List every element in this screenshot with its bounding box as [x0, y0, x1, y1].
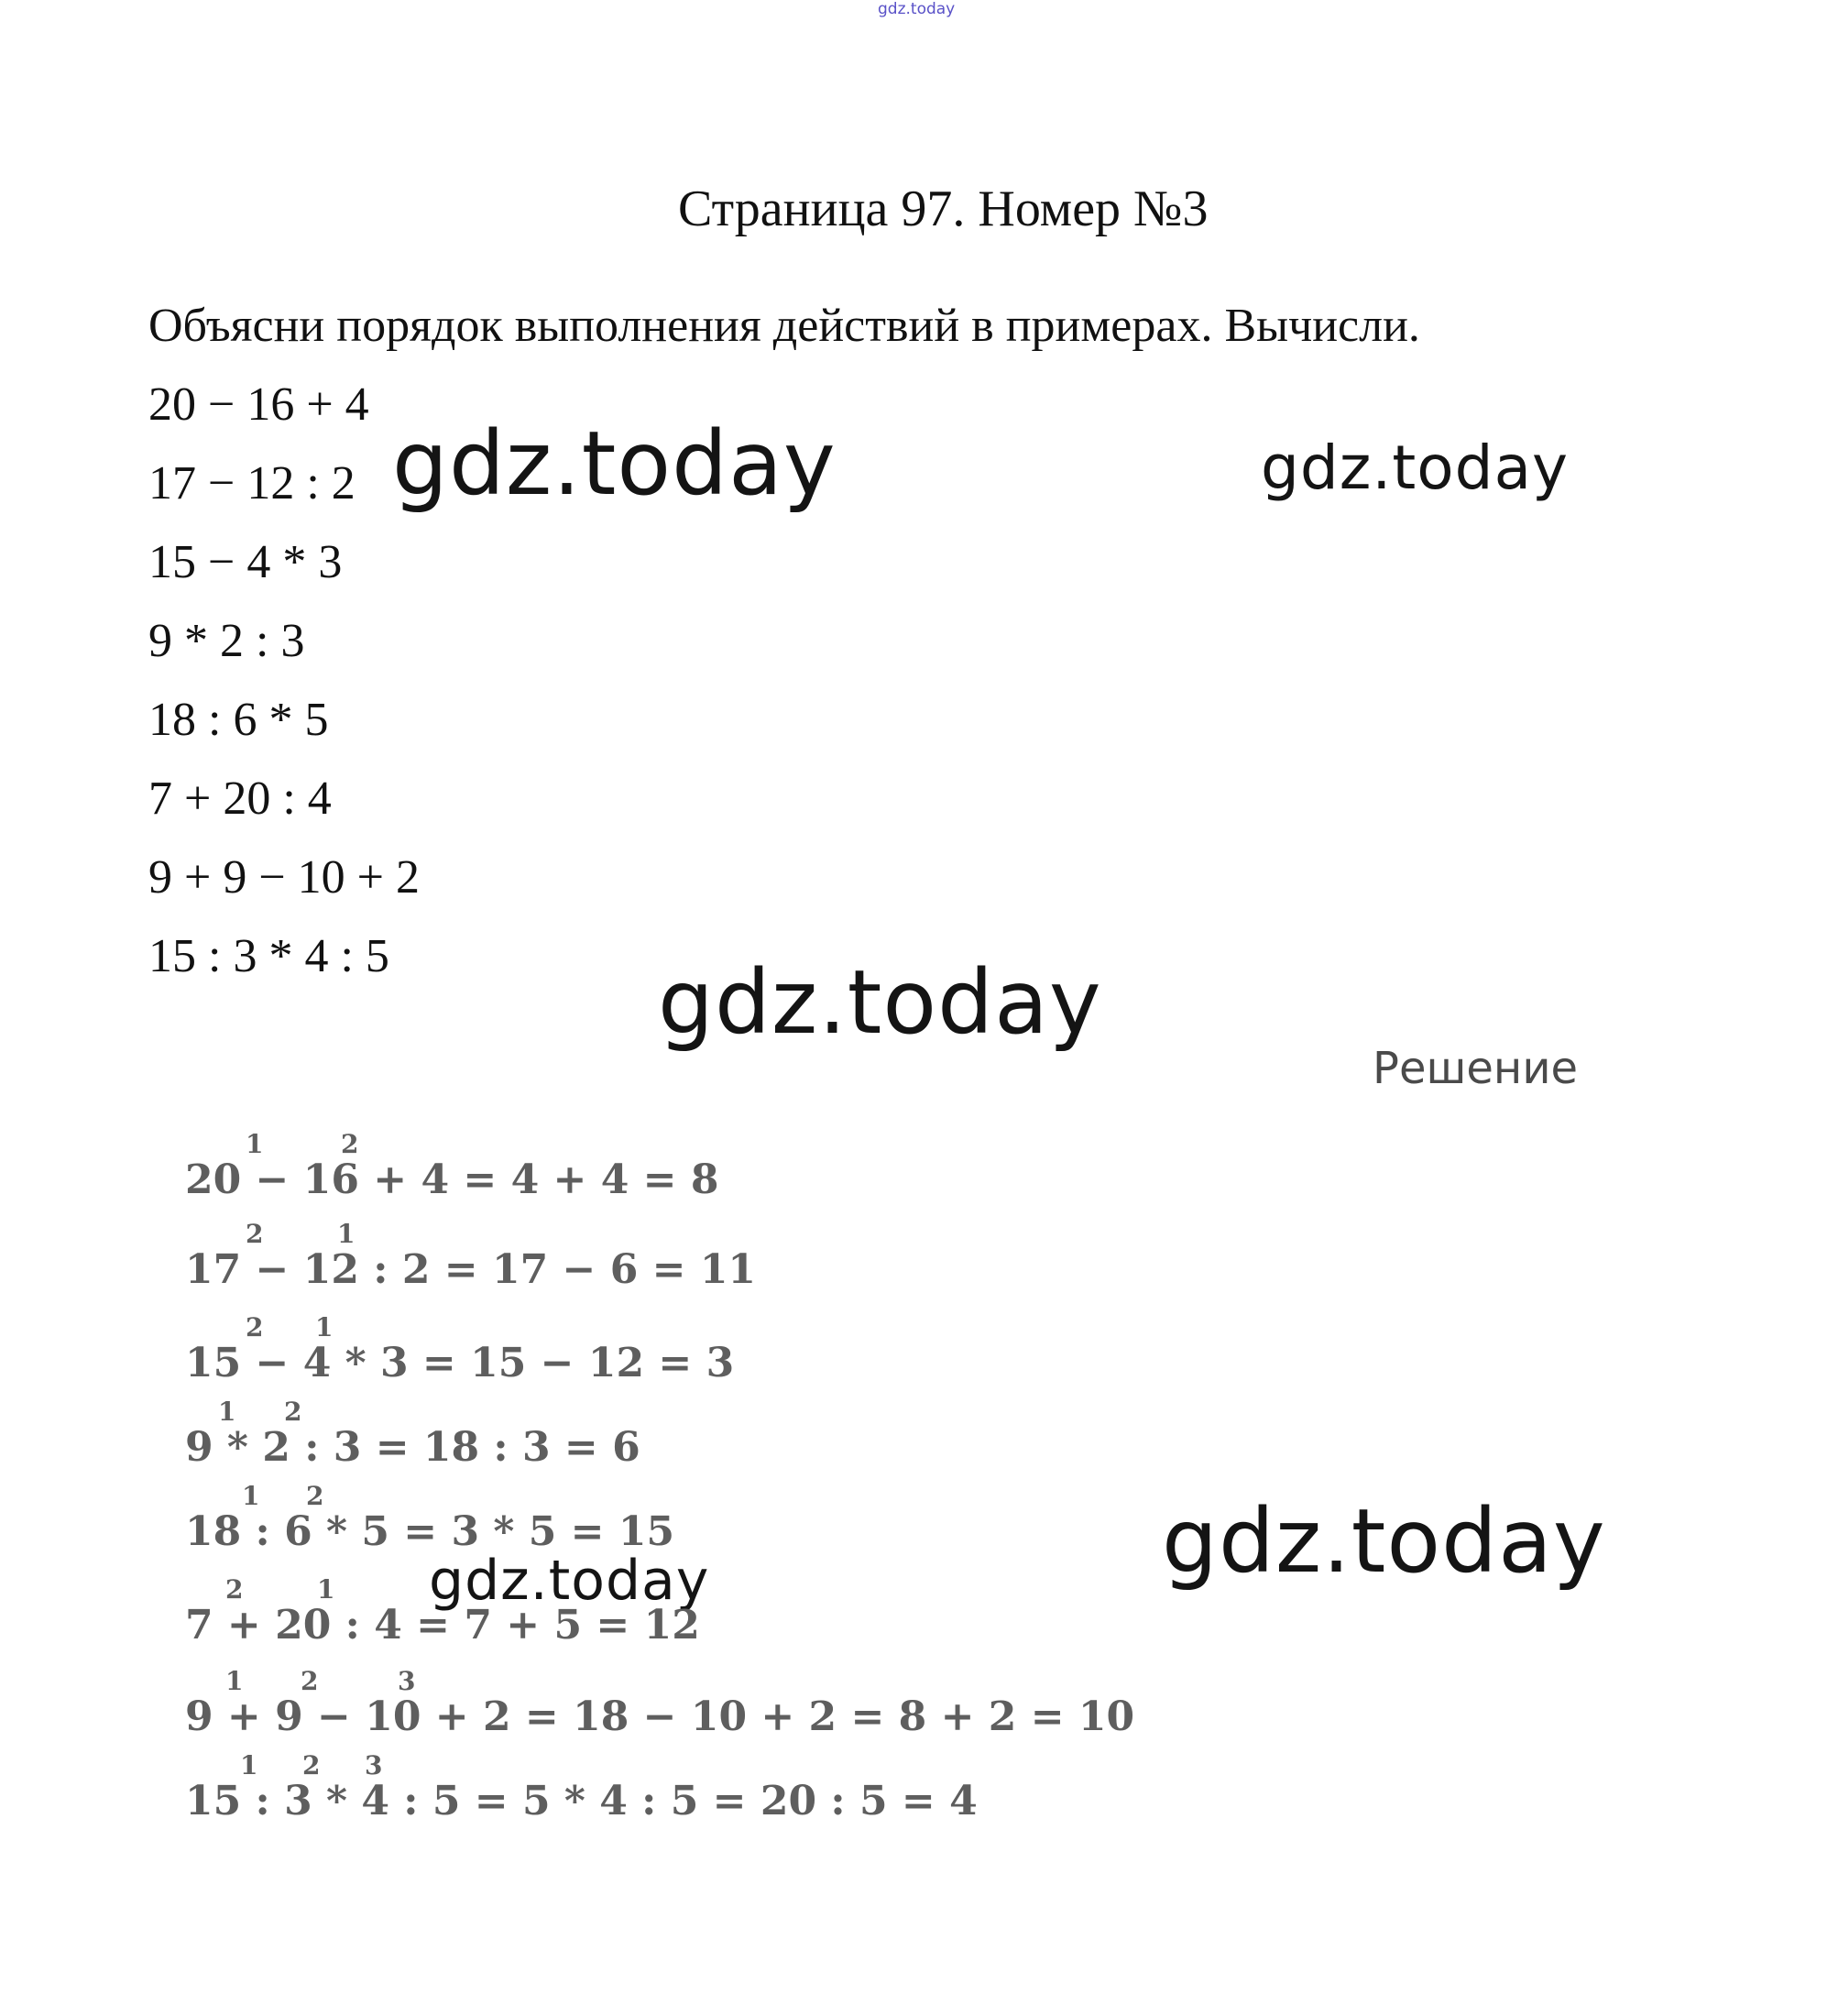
watermark-2: gdz.today [1261, 433, 1570, 503]
order-marker: 1 [218, 1397, 236, 1427]
order-marker: 1 [315, 1312, 334, 1342]
solution-1: 20 − 16 + 4 = 4 + 4 = 8 [185, 1156, 719, 1203]
order-marker: 1 [242, 1481, 260, 1511]
task-statement: Объясни порядок выполнения действий в примерах. Вычисли. [148, 300, 1420, 352]
watermark-4: gdz.today [1162, 1490, 1606, 1593]
top-watermark: gdz.today [878, 0, 956, 18]
order-marker: 3 [365, 1750, 383, 1780]
solution-5: 18 : 6 * 5 = 3 * 5 = 15 [185, 1508, 675, 1555]
order-marker: 1 [317, 1574, 335, 1605]
expression-5: 18 : 6 * 5 [148, 694, 329, 746]
order-marker: 3 [398, 1666, 416, 1696]
watermark-1: gdz.today [392, 412, 837, 515]
order-marker: 1 [337, 1219, 356, 1249]
solution-3: 15 − 4 * 3 = 15 − 12 = 3 [185, 1340, 735, 1386]
expression-7: 9 + 9 − 10 + 2 [148, 851, 420, 904]
watermark-3: gdz.today [658, 951, 1102, 1054]
order-marker: 2 [302, 1750, 321, 1780]
solution-4: 9 * 2 : 3 = 18 : 3 = 6 [185, 1424, 640, 1471]
order-marker: 2 [246, 1312, 264, 1342]
expression-2: 17 − 12 : 2 [148, 457, 356, 509]
order-marker: 2 [341, 1129, 359, 1159]
order-marker: 2 [284, 1397, 302, 1427]
solution-8: 15 : 3 * 4 : 5 = 5 * 4 : 5 = 20 : 5 = 4 [185, 1778, 978, 1824]
solution-heading: Решение [1373, 1043, 1579, 1094]
expression-1: 20 − 16 + 4 [148, 378, 369, 431]
expression-6: 7 + 20 : 4 [148, 772, 332, 825]
order-marker: 2 [301, 1666, 319, 1696]
solution-7: 9 + 9 − 10 + 2 = 18 − 10 + 2 = 8 + 2 = 10 [185, 1693, 1135, 1740]
order-marker: 1 [240, 1750, 258, 1780]
expression-3: 15 − 4 * 3 [148, 536, 343, 588]
page-title: Страница 97. Номер №3 [678, 181, 1209, 237]
watermark-5: gdz.today [429, 1549, 710, 1613]
solution-2: 17 − 12 : 2 = 17 − 6 = 11 [185, 1246, 757, 1293]
order-marker: 1 [246, 1129, 264, 1159]
order-marker: 2 [225, 1574, 244, 1605]
order-marker: 2 [246, 1219, 264, 1249]
expression-4: 9 * 2 : 3 [148, 615, 305, 667]
order-marker: 2 [306, 1481, 324, 1511]
expression-8: 15 : 3 * 4 : 5 [148, 930, 389, 982]
order-marker: 1 [225, 1666, 244, 1696]
solution-6: 7 + 20 : 4 = 7 + 5 = 12 [185, 1602, 700, 1649]
